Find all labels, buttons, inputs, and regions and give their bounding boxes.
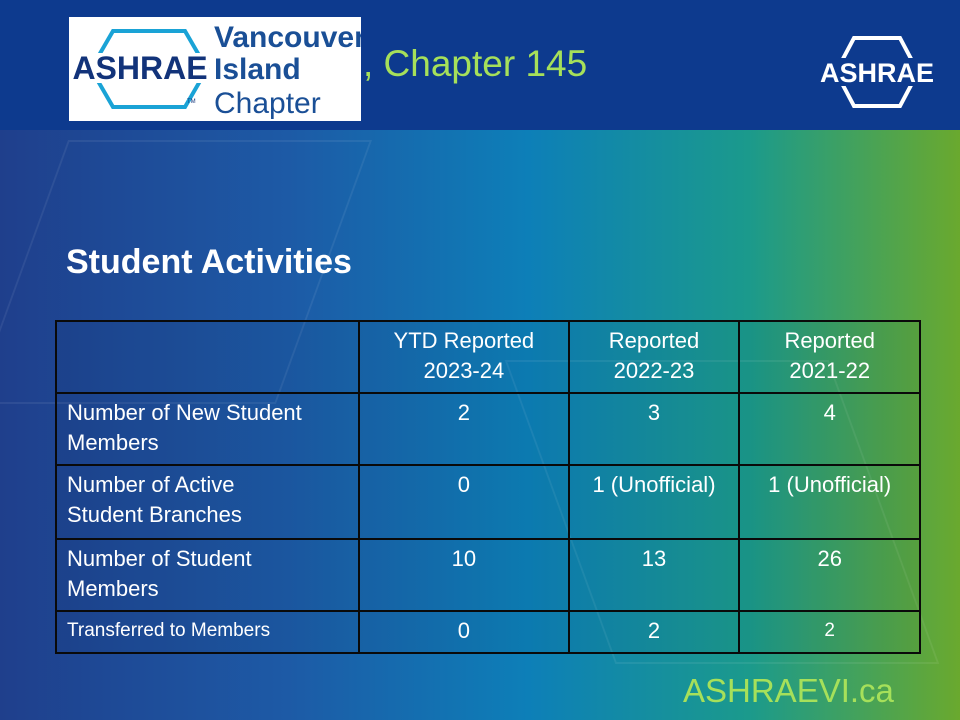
header-line-1: Reported [608, 328, 700, 353]
row-label [56, 465, 359, 539]
table-cell: 2 [359, 393, 568, 465]
table-cell: 2 [569, 611, 740, 653]
row-label [56, 539, 359, 611]
table-cell: 13 [569, 539, 740, 611]
row-label-line: Number of New Student [67, 400, 302, 425]
svg-text:Island: Island [214, 53, 301, 86]
row-label-line: Members [67, 576, 159, 601]
chapter-logo [69, 17, 361, 121]
row-label: Transferred to Members [56, 611, 359, 653]
svg-text:ASHRAE: ASHRAE [72, 50, 208, 86]
table-cell: 1 (Unofficial) [569, 465, 740, 539]
table-cell: 3 [569, 393, 740, 465]
header-line-1: Reported [784, 328, 875, 353]
row-label-line: Number of Active [67, 472, 235, 497]
row-label-line: Members [67, 430, 159, 455]
table-header-cell [569, 321, 740, 393]
table-row [56, 465, 920, 539]
chapter-heading: , Chapter 145 [363, 43, 588, 84]
row-label-line: Number of Student [67, 546, 252, 571]
ashrae-corner-logo [818, 34, 936, 115]
table-header-row [56, 321, 920, 393]
table-cell: 10 [359, 539, 568, 611]
chapter-logo-icon [69, 17, 361, 121]
website-url: ASHRAEVI.ca [683, 672, 894, 709]
table-cell: 0 [359, 465, 568, 539]
row-label [56, 393, 359, 465]
header-line-2: 2022-23 [613, 358, 695, 383]
slide-title: Student Activities [66, 243, 352, 281]
table-row [56, 611, 920, 653]
table-header-cell [739, 321, 920, 393]
header-line-1: YTD Reported [393, 328, 535, 353]
table-cell: 1 (Unofficial) [739, 465, 920, 539]
table-header-cell [359, 321, 568, 393]
svg-text:Vancouver: Vancouver [214, 21, 361, 54]
row-label-line: Student Branches [67, 502, 242, 527]
table-header-cell [56, 321, 359, 393]
ashrae-logo-icon [818, 34, 936, 110]
table-row [56, 539, 920, 611]
svg-text:ASHRAE: ASHRAE [819, 58, 935, 88]
header-line-2: 2023-24 [423, 358, 505, 383]
student-activities-table [55, 320, 921, 654]
table-cell: 0 [359, 611, 568, 653]
svg-text:TM: TM [187, 99, 196, 105]
header-line-2: 2021-22 [789, 358, 871, 383]
svg-text:Chapter: Chapter [214, 87, 321, 120]
table-row [56, 393, 920, 465]
table-cell: 26 [739, 539, 920, 611]
table-cell: 4 [739, 393, 920, 465]
table-cell: 2 [739, 611, 920, 653]
